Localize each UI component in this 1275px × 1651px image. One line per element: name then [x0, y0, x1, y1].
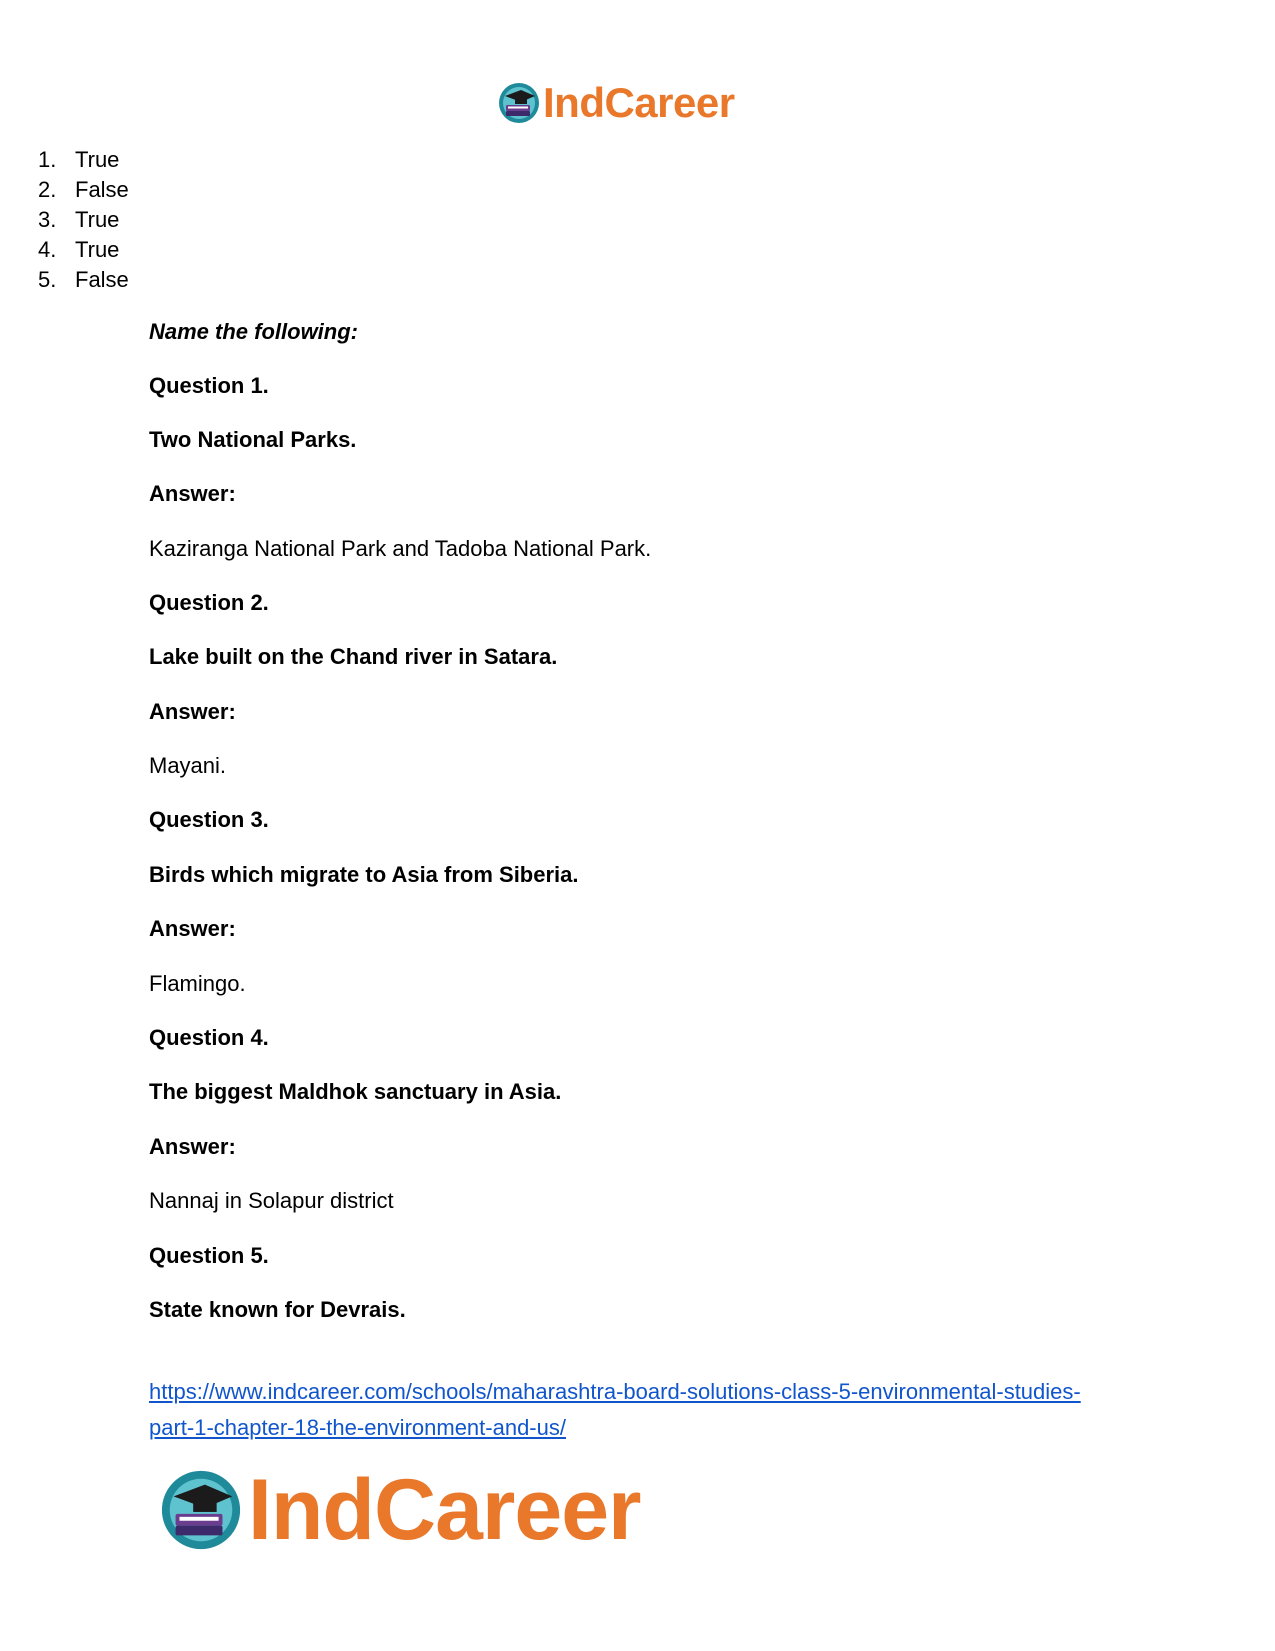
list-item: 5. False [38, 267, 129, 292]
footer-logo [158, 1462, 641, 1558]
question-label: Question 5. [149, 1243, 269, 1268]
answer-text: Kaziranga National Park and Tadoba National Park. [149, 536, 652, 561]
section-heading: Name the following: [149, 319, 358, 344]
question-text: Lake built on the Chand river in Satara. [149, 644, 558, 669]
header-logo [497, 78, 735, 128]
list-item: 4. True [38, 237, 120, 262]
question-text: Birds which migrate to Asia from Siberia. [149, 862, 579, 887]
graduation-books-icon [158, 1467, 244, 1553]
answer-text: Flamingo. [149, 971, 246, 996]
question-label: Question 1. [149, 373, 269, 398]
logo-wordmark: IndCareer [543, 79, 735, 126]
answer-label: Answer: [149, 1134, 236, 1159]
list-item: 2. False [38, 177, 129, 202]
answer-label: Answer: [149, 699, 236, 724]
answer-label: Answer: [149, 916, 236, 941]
list-item: 1. True [38, 147, 120, 172]
list-item: 3. True [38, 207, 120, 232]
question-label: Question 4. [149, 1025, 269, 1050]
source-link-line-1[interactable]: https://www.indcareer.com/schools/maharashtra-board-solutions-class-5-environmental-studies- [149, 1379, 1081, 1404]
question-label: Question 2. [149, 590, 269, 615]
answer-text: Nannaj in Solapur district [149, 1188, 394, 1213]
question-text: The biggest Maldhok sanctuary in Asia. [149, 1079, 562, 1104]
answer-label: Answer: [149, 481, 236, 506]
source-link-line-2[interactable]: part-1-chapter-18-the-environment-and-us/ [149, 1415, 566, 1440]
question-text: State known for Devrais. [149, 1297, 406, 1322]
graduation-books-icon [497, 81, 541, 125]
logo-wordmark: IndCareer [248, 1462, 641, 1558]
source-link[interactable] [149, 1374, 1129, 1446]
question-label: Question 3. [149, 807, 269, 832]
answer-text: Mayani. [149, 753, 227, 778]
answers-list [38, 145, 129, 295]
question-text: Two National Parks. [149, 427, 357, 452]
